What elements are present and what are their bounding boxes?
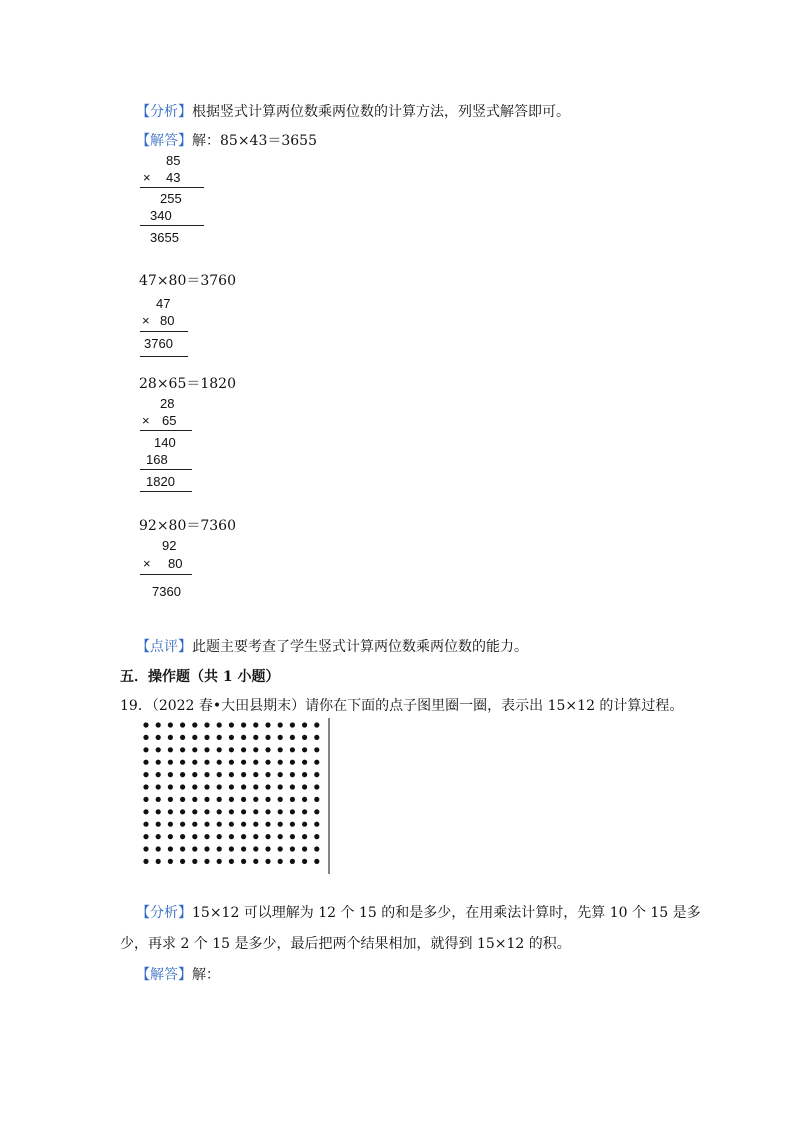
answer-tag: 【解答】 [136, 967, 192, 983]
dot [192, 809, 197, 814]
dot [217, 784, 222, 789]
dot [204, 735, 209, 740]
partial-product: 168 [146, 452, 168, 467]
dot [192, 735, 197, 740]
dot [241, 784, 246, 789]
dot [180, 859, 185, 864]
dot [290, 784, 295, 789]
dot [241, 859, 246, 864]
dot [290, 834, 295, 839]
dot [156, 809, 161, 814]
dot [168, 735, 173, 740]
equation-3: 28×65＝1820 [139, 376, 236, 392]
dot [290, 797, 295, 802]
dot [278, 735, 283, 740]
dot [168, 760, 173, 765]
dot [217, 760, 222, 765]
times-sign: × [142, 413, 150, 428]
dot [278, 784, 283, 789]
q19-answer [136, 964, 220, 984]
dot [265, 784, 270, 789]
rule-line [140, 469, 192, 470]
dot [204, 859, 209, 864]
dot [180, 834, 185, 839]
dot [217, 772, 222, 777]
dot [143, 735, 148, 740]
comment-text: 此题主要考查了学生竖式计算两位数乘两位数的能力。 [192, 639, 528, 655]
analysis-text: 15×12 可以理解为 12 个 15 的和是多少，在用乘法计算时，先算 10 个 15 是多 [192, 905, 701, 921]
rule-line [140, 331, 188, 332]
dot [253, 846, 258, 851]
dot [192, 784, 197, 789]
dot [229, 772, 234, 777]
dot [302, 834, 307, 839]
dot [180, 784, 185, 789]
dot [265, 797, 270, 802]
analysis-text: 根据竖式计算两位数乘两位数的计算方法，列竖式解答即可。 [192, 104, 570, 120]
times-sign: × [143, 170, 151, 185]
q19-question [120, 695, 683, 715]
dot [302, 747, 307, 752]
dot [192, 859, 197, 864]
dot [156, 735, 161, 740]
dot [314, 784, 319, 789]
dot [204, 846, 209, 851]
dot [217, 747, 222, 752]
dot [253, 760, 258, 765]
product: 3760 [144, 336, 173, 351]
dot [143, 797, 148, 802]
answer-prefix: 解： [192, 133, 220, 149]
dot [168, 784, 173, 789]
dot [168, 822, 173, 827]
dot [192, 797, 197, 802]
multiplier: 80 [160, 313, 175, 328]
dot [253, 834, 258, 839]
dot [180, 772, 185, 777]
dot [217, 834, 222, 839]
dot [290, 747, 295, 752]
dot [302, 822, 307, 827]
dot [217, 735, 222, 740]
dot [253, 772, 258, 777]
dot [290, 772, 295, 777]
dot [204, 760, 209, 765]
multiplicand: 28 [160, 396, 175, 411]
dot [278, 809, 283, 814]
partial-product: 140 [154, 435, 176, 450]
partial-product: 340 [150, 208, 172, 223]
dot-grid[interactable] [140, 718, 332, 874]
dot [302, 797, 307, 802]
dot [192, 747, 197, 752]
dot [302, 859, 307, 864]
dot [290, 822, 295, 827]
dot [314, 760, 319, 765]
dot [229, 722, 234, 727]
dot [265, 772, 270, 777]
multiplier: 65 [162, 413, 177, 428]
dot [168, 859, 173, 864]
answer-tag: 【解答】 [136, 133, 192, 149]
dot [156, 760, 161, 765]
dot [290, 809, 295, 814]
dot [168, 772, 173, 777]
dot [143, 722, 148, 727]
dot [229, 784, 234, 789]
q18-answer [136, 130, 317, 150]
dot [302, 772, 307, 777]
dot [290, 722, 295, 727]
dot [204, 747, 209, 752]
dot [265, 859, 270, 864]
dot [278, 760, 283, 765]
dot [192, 834, 197, 839]
dot [156, 722, 161, 727]
dot [265, 747, 270, 752]
dot [217, 797, 222, 802]
dot [204, 784, 209, 789]
dot [156, 822, 161, 827]
dot [253, 809, 258, 814]
dot [253, 797, 258, 802]
dot [168, 722, 173, 727]
dot [290, 760, 295, 765]
dot [302, 784, 307, 789]
dot [168, 834, 173, 839]
multiplier: 80 [168, 556, 183, 571]
question-source: （2022 春•大田县期末） [151, 698, 306, 714]
dot [204, 834, 209, 839]
dot [229, 834, 234, 839]
dot [278, 772, 283, 777]
dot [168, 846, 173, 851]
dot [143, 846, 148, 851]
dot [290, 846, 295, 851]
dot [168, 747, 173, 752]
analysis-tag: 【分析】 [136, 104, 192, 120]
dot [143, 859, 148, 864]
question-number: 19． [120, 698, 152, 714]
dot [229, 797, 234, 802]
product: 7360 [152, 584, 181, 599]
partial-product: 255 [160, 191, 182, 206]
dot [302, 722, 307, 727]
dot [143, 772, 148, 777]
rule-line [140, 574, 192, 575]
product: 1820 [146, 474, 175, 489]
comment-tag: 【点评】 [136, 639, 192, 655]
dot [241, 735, 246, 740]
dot [143, 760, 148, 765]
dot [241, 747, 246, 752]
dot [278, 822, 283, 827]
dot [302, 809, 307, 814]
dot [229, 735, 234, 740]
dot [180, 846, 185, 851]
q18-comment [136, 636, 528, 656]
dot [156, 747, 161, 752]
section-heading: 五．操作题（共 1 小题） [120, 669, 280, 685]
dot [229, 859, 234, 864]
dot [143, 747, 148, 752]
dot [156, 797, 161, 802]
multiplicand: 85 [166, 153, 181, 168]
q18-analysis [136, 101, 570, 121]
dot [253, 722, 258, 727]
dot [180, 797, 185, 802]
dot [314, 834, 319, 839]
dot [168, 809, 173, 814]
dot [314, 722, 319, 727]
equation-2: 47×80＝3760 [139, 273, 236, 289]
dot [265, 760, 270, 765]
dot [229, 822, 234, 827]
dot [241, 722, 246, 727]
dot [253, 859, 258, 864]
dot [229, 809, 234, 814]
dot [217, 809, 222, 814]
q19-analysis-cont: 少，再求 2 个 15 是多少，最后把两个结果相加，就得到 15×12 的积。 [120, 936, 571, 952]
dot [241, 760, 246, 765]
dot [168, 797, 173, 802]
dot [314, 797, 319, 802]
dot [241, 797, 246, 802]
dot [180, 822, 185, 827]
dot [217, 822, 222, 827]
dot [180, 722, 185, 727]
dot [156, 846, 161, 851]
dot [156, 859, 161, 864]
dot [204, 722, 209, 727]
dot [241, 834, 246, 839]
rule-line [140, 187, 204, 188]
dot [156, 772, 161, 777]
dot [156, 834, 161, 839]
dot [204, 772, 209, 777]
dot [314, 822, 319, 827]
dot [241, 772, 246, 777]
dot [229, 747, 234, 752]
dot [302, 760, 307, 765]
dot [241, 846, 246, 851]
dot [143, 784, 148, 789]
dot [143, 809, 148, 814]
rule-line [140, 356, 188, 357]
dot [290, 859, 295, 864]
multiplicand: 92 [162, 538, 177, 553]
dot [204, 809, 209, 814]
rule-line [140, 430, 192, 431]
dot [204, 797, 209, 802]
dot [253, 784, 258, 789]
dot [229, 760, 234, 765]
dot [278, 797, 283, 802]
dot [253, 735, 258, 740]
dot [278, 747, 283, 752]
q19-analysis [136, 902, 701, 922]
dot [314, 735, 319, 740]
dot [192, 760, 197, 765]
dot [192, 846, 197, 851]
dot [180, 809, 185, 814]
times-sign: × [143, 556, 151, 571]
dot [204, 822, 209, 827]
rule-line [140, 491, 192, 492]
dot [217, 859, 222, 864]
dot [143, 822, 148, 827]
multiplier: 43 [166, 170, 181, 185]
dot [314, 747, 319, 752]
dot [265, 722, 270, 727]
dot [265, 809, 270, 814]
dot [265, 822, 270, 827]
dot [314, 846, 319, 851]
dot [265, 735, 270, 740]
rule-line [140, 225, 204, 226]
dot [180, 747, 185, 752]
dot [229, 846, 234, 851]
dot [314, 772, 319, 777]
dot [217, 722, 222, 727]
dot [180, 760, 185, 765]
dot [278, 859, 283, 864]
multiplicand: 47 [156, 296, 171, 311]
dot [265, 834, 270, 839]
analysis-tag: 【分析】 [136, 905, 192, 921]
question-text: 请你在下面的点子图里圈一圈，表示出 15×12 的计算过程。 [305, 698, 684, 714]
dot [192, 822, 197, 827]
times-sign: × [142, 313, 150, 328]
dot [192, 772, 197, 777]
dot [290, 735, 295, 740]
equation-4: 92×80＝7360 [139, 518, 236, 534]
dot [302, 846, 307, 851]
dot [314, 859, 319, 864]
dot [253, 822, 258, 827]
equation-1: 85×43＝3655 [220, 133, 317, 149]
dot [241, 822, 246, 827]
dot [278, 834, 283, 839]
dot [217, 846, 222, 851]
dot [253, 747, 258, 752]
dot [278, 722, 283, 727]
answer-prefix: 解： [192, 967, 220, 983]
dot [192, 722, 197, 727]
dot [241, 809, 246, 814]
product: 3655 [150, 230, 179, 245]
dot [314, 809, 319, 814]
dot [265, 846, 270, 851]
dot [143, 834, 148, 839]
dot [180, 735, 185, 740]
dot [156, 784, 161, 789]
dot [302, 735, 307, 740]
dot [278, 846, 283, 851]
